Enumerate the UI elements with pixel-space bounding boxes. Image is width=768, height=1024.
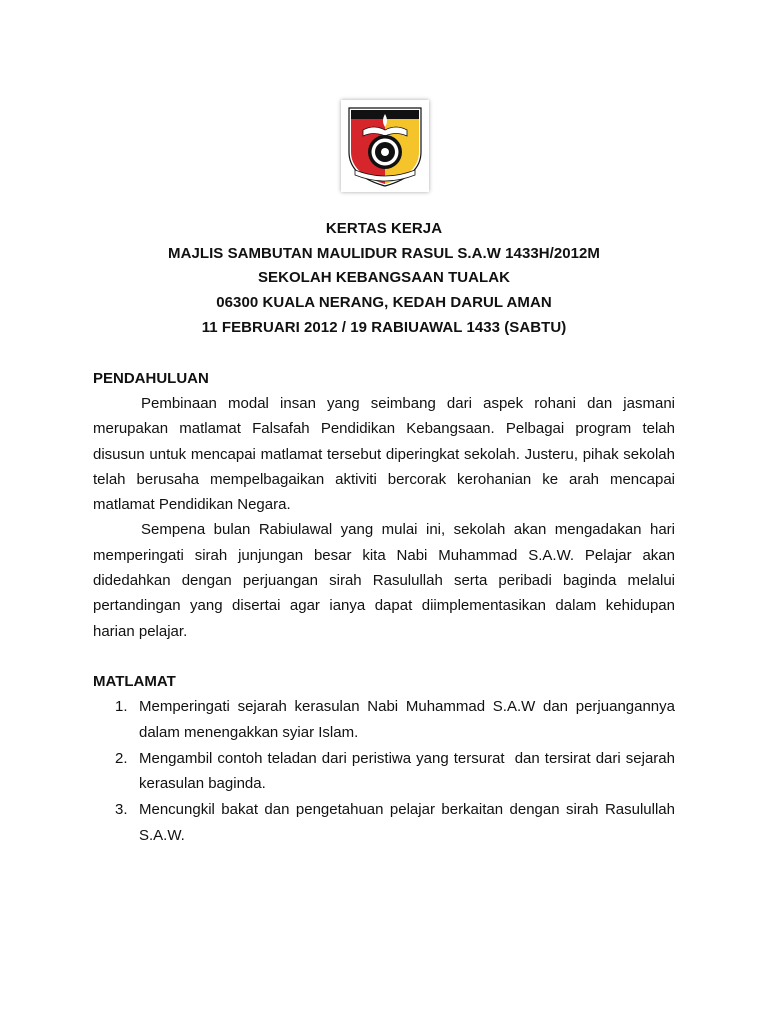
list-item xyxy=(93,746,680,798)
list-item-number: 2. xyxy=(115,749,128,767)
heading-matlamat: MATLAMAT xyxy=(93,672,176,690)
title-line-5: 11 FEBRUARI 2012 / 19 RABIUAWAL 1433 (SABTU) xyxy=(201,318,567,336)
heading-pendahuluan: PENDAHULUAN xyxy=(93,370,209,387)
list-item-number: 1. xyxy=(115,697,128,715)
school-logo xyxy=(341,100,429,192)
title-block xyxy=(0,217,768,341)
matlamat-list xyxy=(93,694,680,849)
title-line-3: SEKOLAH KEBANGSAAN TUALAK xyxy=(257,269,511,287)
list-item xyxy=(93,797,675,849)
document-body xyxy=(93,366,680,849)
list-item xyxy=(93,694,675,746)
title-line-4: 06300 KUALA NERANG, KEDAH DARUL AMAN xyxy=(216,294,552,312)
list-item-text: Mengambil contoh teladan dari peristiwa yang tersurat dan tersirat dari sejarah kerasulan baginda. xyxy=(139,749,680,793)
list-item-text: Mencungkil bakat dan pengetahuan pelajar berkaitan dengan sirah Rasulullah S.A.W. xyxy=(139,801,675,844)
title-line-2: MAJLIS SAMBUTAN MAULIDUR RASUL S.A.W 1433H/2012M xyxy=(168,244,600,262)
list-item-number: 3. xyxy=(115,801,128,819)
list-item-text: Memperingati sejarah kerasulan Nabi Muhammad S.A.W dan perjuangannya dalam menengakkan syiar Islam. xyxy=(139,697,675,741)
title-line-1: KERTAS KERJA xyxy=(325,220,443,237)
paragraph-1: Pembinaan modal insan yang seimbang dari aspek rohani dan jasmani merupakan matlamat Falsafah Pendidikan Kebangsaan. Pelbagai program telah disusun untuk mencapai matlamat tersebut diperingkat sekolah. Justeru, pihak sekolah telah berusaha mempelbagaikan aktiviti bercorak kerohanian ke arah mencapai matlamat Pendidikan Negara. xyxy=(93,395,675,514)
paragraph-2: Sempena bulan Rabiulawal yang mulai ini, sekolah akan mengadakan hari memperingati sirah junjungan besar kita Nabi Muhammad S.A.W. Pelajar akan didedahkan dengan perjuangan sirah Rasulullah serta peribadi baginda melalui pertandingan yang disertai agar ianya dapat diimplementasikan dalam kehidupan harian pelajar. xyxy=(93,521,675,640)
school-crest-icon xyxy=(341,100,429,192)
